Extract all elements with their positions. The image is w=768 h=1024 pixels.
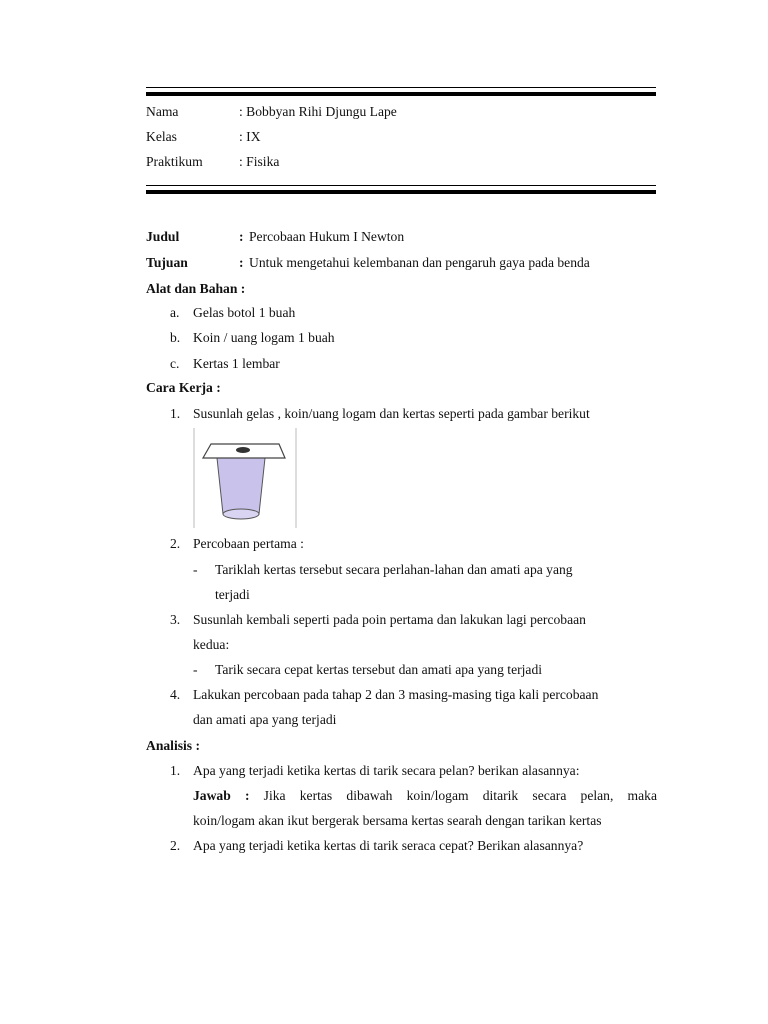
judul-colon: : <box>239 229 244 244</box>
step4-line2: dan amati apa yang terjadi <box>193 712 337 727</box>
practicum-label: Praktikum <box>146 154 203 169</box>
top-rule-thick <box>146 92 656 96</box>
alat-item-b: Koin / uang logam 1 buah <box>193 330 335 345</box>
step2-sub-line2: terjadi <box>215 587 250 602</box>
alat-item-a: Gelas botol 1 buah <box>193 305 296 320</box>
q1-text: Apa yang terjadi ketika kertas di tarik secara pelan? berikan alasannya: <box>193 763 580 778</box>
q1-answer-line1 <box>193 789 657 803</box>
step4-line1: Lakukan percobaan pada tahap 2 dan 3 masing-masing tiga kali percobaan <box>193 687 599 702</box>
step2-text: Percobaan pertama : <box>193 536 304 551</box>
judul-label: Judul <box>146 229 180 244</box>
step3-line1: Susunlah kembali seperti pada poin pertama dan lakukan lagi percobaan <box>193 612 586 627</box>
name-label: Nama <box>146 104 179 119</box>
tujuan-value: Untuk mengetahui kelembanan dan pengaruh gaya pada benda <box>249 255 590 270</box>
bottom-rule-thick <box>146 190 656 194</box>
glass-coin-paper-illustration <box>193 428 297 528</box>
step2-dash: - <box>193 562 198 577</box>
step1-number: 1. <box>170 406 181 421</box>
name-value: : Bobbyan Rihi Djungu Lape <box>239 104 397 119</box>
step3-sub: Tarik secara cepat kertas tersebut dan amati apa yang terjadi <box>215 662 543 677</box>
tujuan-colon: : <box>239 255 244 270</box>
tujuan-label: Tujuan <box>146 255 188 270</box>
step1-text: Susunlah gelas , koin/uang logam dan kertas seperti pada gambar berikut <box>193 406 590 421</box>
step2-number: 2. <box>170 536 181 551</box>
practicum-value: : Fisika <box>239 154 280 169</box>
alat-heading: Alat dan Bahan : <box>146 281 246 296</box>
step3-dash: - <box>193 662 198 677</box>
alat-item-c: Kertas 1 lembar <box>193 356 280 371</box>
top-rule-thin <box>146 87 656 88</box>
q2-text: Apa yang terjadi ketika kertas di tarik seraca cepat? Berikan alasannya? <box>193 838 584 853</box>
class-value: : IX <box>239 129 261 144</box>
cara-heading: Cara Kerja : <box>146 380 221 395</box>
step4-number: 4. <box>170 687 181 702</box>
q1-number: 1. <box>170 763 181 778</box>
step3-number: 3. <box>170 612 181 627</box>
alat-marker-c: c. <box>170 356 180 371</box>
bottom-rule-thin <box>146 185 656 186</box>
q2-number: 2. <box>170 838 181 853</box>
jawab-label: Jawab : <box>193 788 250 803</box>
alat-marker-a: a. <box>170 305 180 320</box>
analisis-heading: Analisis : <box>146 738 201 753</box>
step3-line2: kedua: <box>193 637 230 652</box>
judul-value: Percobaan Hukum I Newton <box>249 229 405 244</box>
class-label: Kelas <box>146 129 177 144</box>
jawab-text-line1: Jika kertas dibawah koin/logam ditarik secara pelan, maka <box>263 788 657 803</box>
jawab-text-line2: koin/logam akan ikut bergerak bersama kertas searah dengan tarikan kertas <box>193 813 602 828</box>
step2-sub-line1: Tariklah kertas tersebut secara perlahan-lahan dan amati apa yang <box>215 562 573 577</box>
alat-marker-b: b. <box>170 330 181 345</box>
